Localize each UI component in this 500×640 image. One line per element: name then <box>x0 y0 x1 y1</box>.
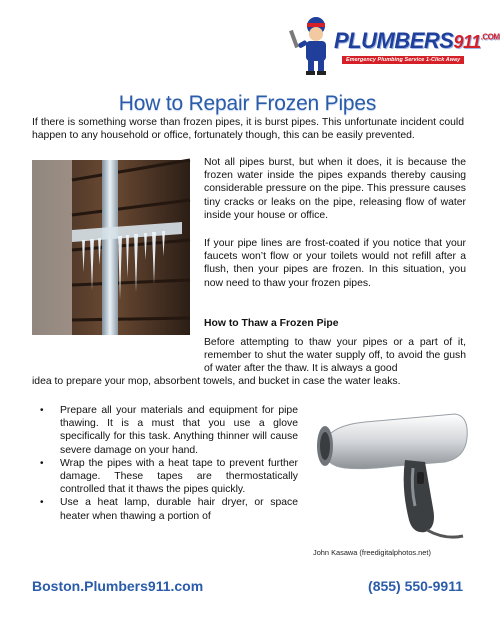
page-title: How to Repair Frozen Pipes <box>118 92 377 115</box>
bullet-icon: • <box>40 405 44 416</box>
phone-number[interactable]: (855) 550-9911 <box>368 578 463 594</box>
tips-list <box>32 404 298 523</box>
burst-cause-paragraph: Not all pipes burst, but when it does, it is because the frozen water inside the pipes expands thereby causing considerable pressure on the pipe. This pressure causes tiny cracks or leaks on the pipe, releasing flow of water inside your house or office. <box>204 157 466 221</box>
logo-tagline: Emergency Plumbing Service 1-Click Away <box>342 56 464 64</box>
thaw-intro-paragraph: Before attempting to thaw your pipes or a part of it, remember to shut the water supply off, to avoid the gush of water after the thaw. It is always a good <box>204 337 466 375</box>
bullet-icon: • <box>40 497 44 509</box>
list-item: • Wrap the pipes with a heat tape to prevent further damage. These tapes are thermostatically controlled that it thaws the pipes quickly. <box>40 457 298 496</box>
hair-dryer-photo <box>305 408 473 544</box>
list-item: • Use a heat lamp, durable hair dryer, or space heater when thawing a portion of <box>40 497 298 522</box>
photo-credit: John Kasawa (freedigitalphotos.net) <box>313 548 431 557</box>
website-link[interactable]: Boston.Plumbers911.com <box>32 578 204 594</box>
frozen-signs-paragraph: If your pipe lines are frost-coated if you notice that your faucets won’t flow or your toilets would not refill after a flush, then your pipes are frozen. In this situation, you now need to thaw your frozen pipes. <box>204 238 466 289</box>
bullet-icon: • <box>40 457 44 469</box>
company-logo <box>290 14 500 76</box>
intro-paragraph: If there is something worse than frozen pipes, it is burst pipes. This unfortunate incident could happen to any household or office, fortunately though, this can be easily prevented. <box>32 117 464 142</box>
section-heading: How to Thaw a Frozen Pipe <box>204 318 339 329</box>
list-item: • Prepare all your materials and equipment for pipe thawing. It is a must that you use a glove specifically for this task. Anything thinner will cause severe damage on your hand. <box>40 405 298 456</box>
plumber-mascot-icon <box>290 14 340 76</box>
logo-wordmark: $PLUMBERS911^{.COM}$ <box>334 28 500 53</box>
frozen-pipe-photo <box>32 160 190 335</box>
thaw-intro-paragraph-end: idea to prepare your mop, absorbent towels, and bucket in case the water leaks. <box>32 376 401 387</box>
